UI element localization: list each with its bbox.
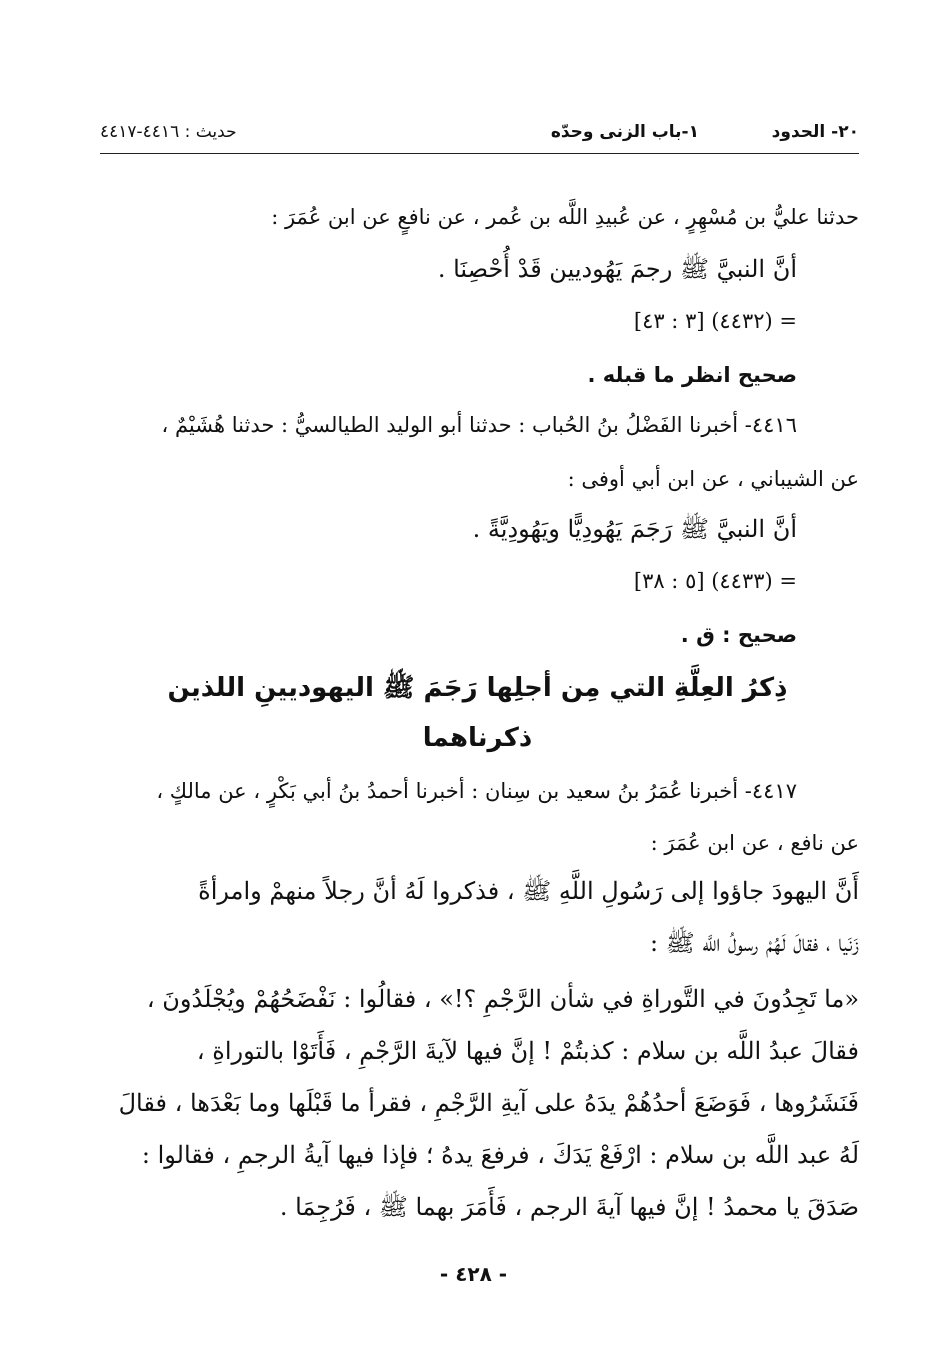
- text-line: فَنَشَرُوها ، فَوَضَعَ أحدُهُمْ يدَهُ على آيةِ الرَّجْمِ ، فقرأ ما قَبْلَها وما بَعْدَها ، فقالَ: [118, 1089, 859, 1117]
- text-line: أنَّ النبيَّ ﷺ رَجَمَ يَهُودِيًّا ويَهُودِيَّةً .: [472, 515, 797, 543]
- section-title: ١-باب الزنى وحدّه: [550, 122, 699, 142]
- grading-line: صحيح : ق .: [680, 623, 797, 647]
- reference-line: = (٤٤٣٣) [٥ : ٣٨]: [633, 569, 797, 593]
- page-header: [100, 116, 859, 152]
- text-line: فقالَ عبدُ اللَّه بن سلام : كذبتُمْ ! إنَّ فيها لآيةَ الرَّجْمِ ، فَأَتَوْا بالتوراةِ ،: [196, 1037, 859, 1065]
- chapter-heading-line-2: ذكرناهما: [422, 723, 533, 753]
- reference-line: = (٤٤٣٢) [٣ : ٤٣]: [633, 309, 797, 333]
- text-line: أَنَّ اليهودَ جاؤوا إلى رَسُولِ اللَّهِ ﷺ ، فذكروا لَهُ أنَّ رجلاً منهمْ وامرأةً: [198, 877, 859, 905]
- text-line: عن الشيباني ، عن ابن أبي أوفى :: [567, 467, 859, 491]
- hadith-range: حديث : ٤٤١٦-٤٤١٧: [100, 122, 237, 142]
- chapter-title: ٢٠- الحدود: [771, 122, 859, 142]
- chapter-heading-line-1: ذِكرُ العِلَّةِ التي مِن أجلِها رَجَمَ ﷺ اليهوديينِ اللذين: [167, 673, 788, 703]
- text-line: لَهُ عبد اللَّه بن سلام : ارْفَعْ يَدَكَ ، فرفعَ يدهُ ؛ فإذا فيها آيةُ الرجمِ ، فقالوا :: [141, 1141, 859, 1169]
- grading-line: صحيح انظر ما قبله .: [587, 363, 797, 387]
- hadith-number-line: ٤٤١٦- أخبرنا الفَضْلُ بنُ الحُباب : حدثنا أبو الوليد الطيالسيُّ : حدثنا هُشَيْمٌ ،: [161, 413, 797, 437]
- header-divider: [100, 153, 859, 154]
- text-line: حدثنا عليُّ بن مُسْهِرٍ ، عن عُبيدِ اللَّه بن عُمر ، عن نافعٍ عن ابن عُمَرَ :: [271, 205, 859, 229]
- text-line: صَدَقَ يا محمدُ ! إنَّ فيها آيةَ الرجم ، فَأَمَرَ بهما ﷺ ، فَرُجِمَا .: [279, 1193, 859, 1221]
- text-line: عن نافع ، عن ابن عُمَرَ :: [650, 831, 859, 855]
- text-line: زَنَيا ، فقالَ لَهُمْ رسولُ اللَّه ﷺ :: [649, 929, 859, 957]
- text-line: أنَّ النبيَّ ﷺ رجمَ يَهُوديين قَدْ أُحْصِنَا .: [437, 255, 797, 283]
- page-number: - ٤٢٨ -: [439, 1262, 508, 1286]
- text-line: «ما تَجِدُونَ في التَّوراةِ في شأن الرَّجْمِ ؟!» ، فقالُوا : نَفْضَحُهُمْ ويُجْلَدُونَ ،: [146, 985, 859, 1013]
- hadith-number-line: ٤٤١٧- أخبرنا عُمَرُ بنُ سعيد بن سِنان : أخبرنا أحمدُ بنُ أبي بَكْرٍ ، عن مالكٍ ،: [156, 779, 797, 803]
